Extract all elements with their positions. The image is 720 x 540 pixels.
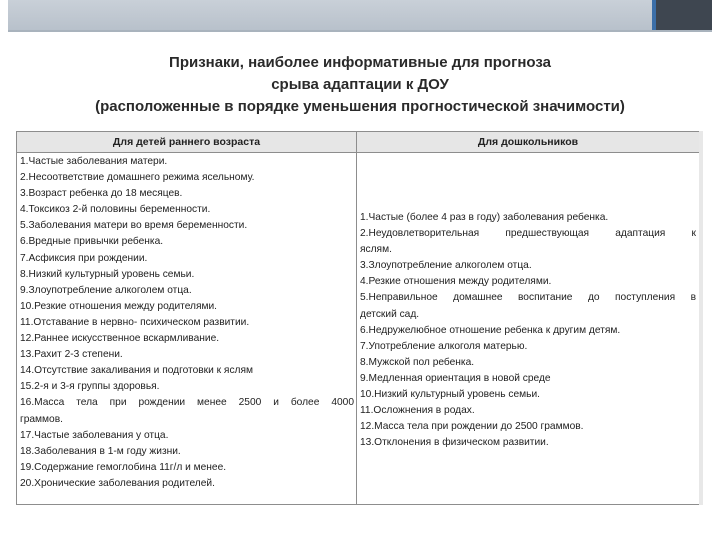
list-item: 6.Недружелюбное отношение ребенка к другим детям.: [360, 324, 621, 336]
list-item: 17.Частые заболевания у отца.: [20, 429, 169, 441]
title-line-2: срыва адаптации к ДОУ: [271, 76, 449, 93]
list-item: 13.Рахит 2-3 степени.: [20, 349, 123, 361]
top-divider: [8, 30, 712, 32]
list-item: 11.Отставание в нервно- психическом развитии.: [20, 316, 250, 328]
list-item-continuation: граммов.: [20, 413, 63, 425]
list-item: 18.Заболевания в 1-м году жизни.: [20, 445, 181, 457]
list-item: 13.Отклонения в физическом развитии.: [360, 437, 549, 449]
list-item: 8.Низкий культурный уровень семьи.: [20, 268, 195, 280]
list-item: 19.Содержание гемоглобина 11г/л и менее.: [20, 461, 227, 473]
list-item: 10.Низкий культурный уровень семьи.: [360, 389, 540, 401]
list-item-continuation: детский сад.: [360, 308, 420, 320]
list-item: 11.Осложнения в родах.: [360, 405, 475, 417]
list-item: 6.Вредные привычки ребенка.: [20, 236, 164, 248]
early-age-column: [20, 154, 354, 492]
list-item: 4.Токсикоз 2-й половины беременности.: [20, 204, 211, 216]
table-shadow: [699, 131, 703, 505]
header-preschool: Для дошкольников: [477, 136, 579, 148]
list-item: 1.Частые заболевания матери.: [20, 156, 168, 167]
list-item: 2.Несоответствие домашнего режима ясельному.: [20, 172, 255, 184]
title-line-1: Признаки, наиболее информативные для прогноза: [169, 54, 551, 71]
list-item: 3.Возраст ребенка до 18 месяцев.: [20, 188, 183, 200]
header-early-age: Для детей раннего возраста: [112, 136, 261, 148]
list-item: 10.Резкие отношения между родителями.: [20, 300, 218, 312]
list-item: 20.Хронические заболевания родителей.: [20, 477, 215, 489]
list-item: 14.Отсутствие закаливания и подготовки к яслям: [20, 365, 254, 377]
decorative-top-band: [8, 0, 712, 30]
list-item: 9.Медленная ориентация в новой среде: [360, 372, 551, 384]
list-item: 5.Неправильное домашнее воспитание до поступления в: [360, 292, 696, 304]
list-item-continuation: яслям.: [360, 244, 392, 256]
list-item: 7.Употребление алкоголя матерью.: [360, 340, 528, 352]
list-item: 8.Мужской пол ребенка.: [360, 356, 475, 368]
slide-title: [0, 52, 720, 118]
list-item: 4.Резкие отношения между родителями.: [360, 276, 552, 288]
title-line-3: (расположенные в порядке уменьшения прогностической значимости): [95, 98, 625, 115]
list-item: 15.2-я и 3-я группы здоровья.: [20, 381, 160, 393]
list-item: 1.Частые (более 4 раз в году) заболевания ребенка.: [360, 212, 609, 223]
list-item: 2.Неудовлетворительная предшествующая адаптация к: [360, 228, 696, 240]
list-item: 12.Раннее искусственное вскармливание.: [20, 333, 220, 345]
preschool-column: [360, 210, 696, 451]
list-item: 5.Заболевания матери во время беременности.: [20, 220, 248, 232]
dark-corner-block: [656, 0, 712, 30]
signs-table: [16, 131, 700, 505]
list-item: 16.Масса тела при рождении менее 2500 и более 4000: [20, 397, 354, 409]
list-item: 3.Злоупотребление алкоголем отца.: [360, 260, 532, 272]
list-item: 7.Асфиксия при рождении.: [20, 252, 148, 264]
table-header-row: [17, 132, 699, 153]
column-divider: [356, 132, 357, 504]
list-item: 9.Злоупотребление алкоголем отца.: [20, 284, 192, 296]
list-item: 12.Масса тела при рождении до 2500 граммов.: [360, 421, 584, 433]
